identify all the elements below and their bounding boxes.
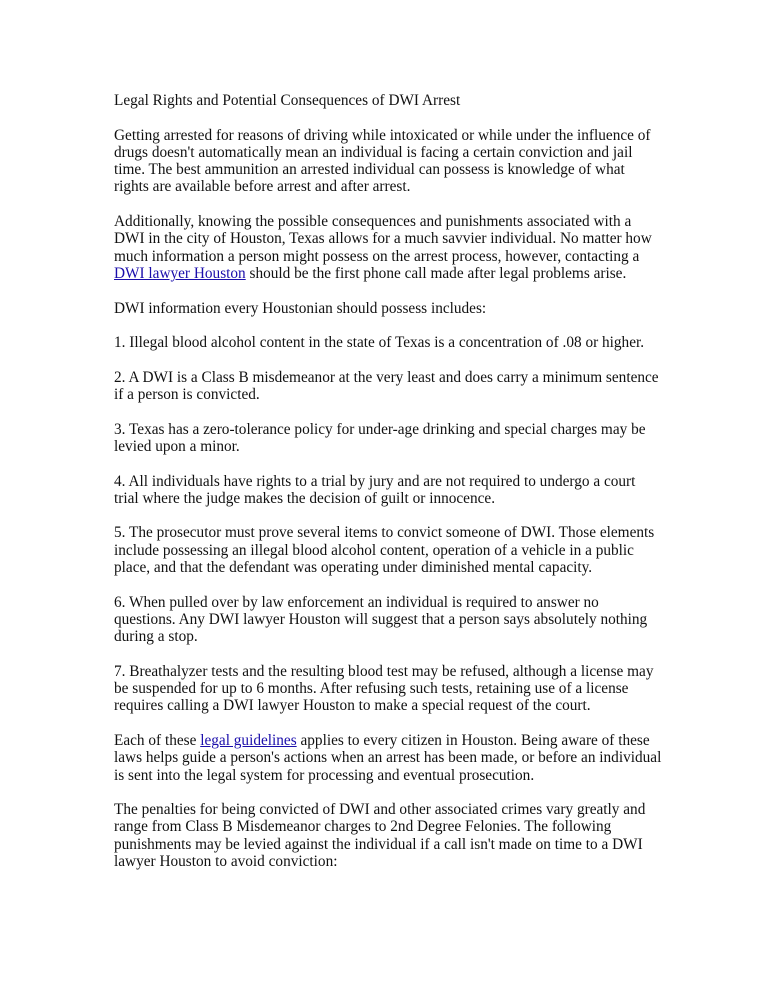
legal-guidelines-link[interactable]: legal guidelines <box>200 731 297 749</box>
guidelines-paragraph <box>114 732 662 784</box>
houston-paragraph-text-after: should be the first phone call made after legal problems arise. <box>245 264 627 282</box>
houston-paragraph <box>114 213 662 282</box>
list-item: 7. Breathalyzer tests and the resulting blood test may be refused, although a license may be suspended for up to 6 months. After refusing such tests, retaining use of a license requires calling a DWI lawyer Houston to make a special request of the court. <box>114 662 654 715</box>
dwi-lawyer-houston-link[interactable]: DWI lawyer Houston <box>114 264 246 282</box>
list-item: 1. Illegal blood alcohol content in the state of Texas is a concentration of .08 or higher. <box>114 334 645 352</box>
list-item: 6. When pulled over by law enforcement an individual is required to answer no questions. Any DWI lawyer Houston will suggest that a person says absolutely nothing during a stop. <box>114 593 648 646</box>
guidelines-text-before: Each of these <box>114 731 201 749</box>
list-item: 3. Texas has a zero-tolerance policy for under-age drinking and special charges may be levied upon a minor. <box>114 420 646 455</box>
list-item: 2. A DWI is a Class B misdemeanor at the very least and does carry a minimum sentence if a person is convicted. <box>114 368 659 404</box>
list-item: 4. All individuals have rights to a trial by jury and are not required to undergo a court trial where the judge makes the decision of guilt or innocence. <box>114 472 636 507</box>
list-item: 5. The prosecutor must prove several items to convict someone of DWI. Those elements include possessing an illegal blood alcohol content, operation of a vehicle in a public place, and that the defendant was operating under diminished mental capacity. <box>114 524 655 577</box>
intro-paragraph: Getting arrested for reasons of driving while intoxicated or while under the influence of drugs doesn't automatically mean an individual is facing a certain conviction and jail time. The best ammunition an arrested individual can possess is knowledge of what rights are available before arrest and after arrest. <box>114 126 651 196</box>
guidelines-text-after: applies to every citizen in Houston. Being aware of these laws helps guide a person's actions when an arrest has been made, or before an individual is sent into the legal system for processing and eventual prosecution. <box>114 731 662 784</box>
document-title: Legal Rights and Potential Consequences of DWI Arrest <box>114 92 461 109</box>
document-page <box>114 86 662 888</box>
closing-paragraph: The penalties for being convicted of DWI and other associated crimes vary greatly and range from Class B Misdemeanor charges to 2nd Degree Felonies. The following punishments may be levied against the individual if a call isn't made on time to a DWI lawyer Houston to avoid conviction: <box>114 801 646 871</box>
houston-paragraph-text-before: Additionally, knowing the possible consequences and punishments associated with a DWI in the city of Houston, Texas allows for a much savvier individual. No matter how much information a person might possess on the arrest process, however, contacting a <box>114 213 652 265</box>
info-intro-paragraph: DWI information every Houstonian should possess includes: <box>114 299 487 317</box>
